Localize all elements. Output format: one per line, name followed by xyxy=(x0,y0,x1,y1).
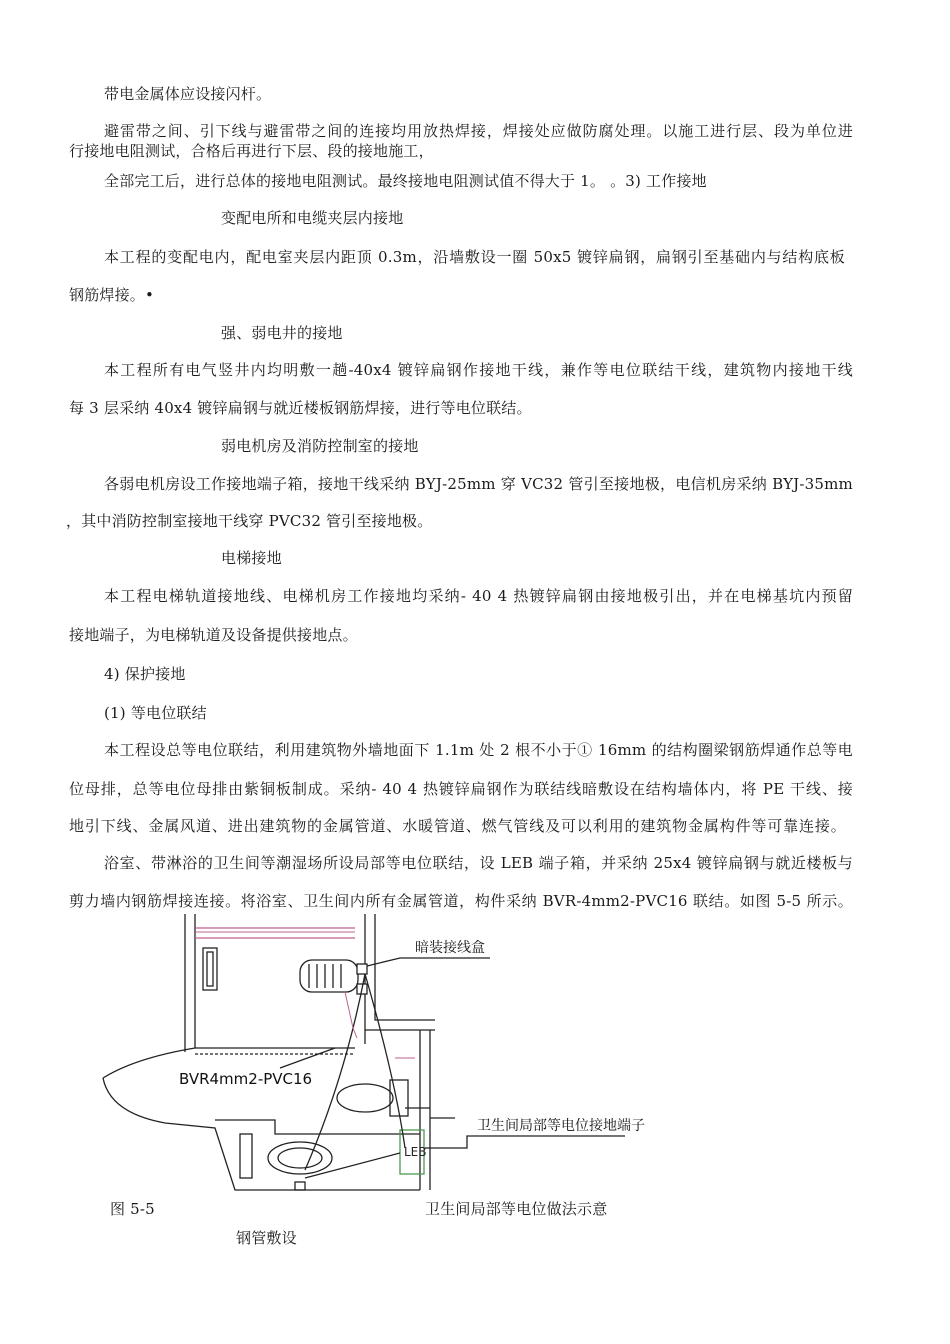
section-heading: 弱电机房及消防控制室的接地 xyxy=(221,437,419,455)
text-line: (1) 等电位联结 xyxy=(104,704,207,722)
label-terminal: 卫生间局部等电位接地端子 xyxy=(477,1118,645,1134)
text-line: 本工程电梯轨道接地线、电梯机房工作接地均采纳- 40 4 热镀锌扁钢由接地极引出，并在电梯基坑内预留 xyxy=(104,587,853,605)
text-line: 避雷带之间、引下线与避雷带之间的连接均用放热焊接，焊接处应做防腐处理。以施工进行层、段为单位进 xyxy=(104,122,853,140)
text-line: ，其中消防控制室接地干线穿 PVC32 管引至接地极。 xyxy=(66,512,433,530)
text-line: 钢筋焊接。• xyxy=(69,286,155,304)
text-line: 浴室、带淋浴的卫生间等潮湿场所设局部等电位联结，设 LEB 端子箱，并采纳 25x4 镀锌扁钢与就近楼板与 xyxy=(104,854,853,872)
text-line: 剪力墙内钢筋焊接连接。将浴室、卫生间内所有金属管道，构件采纳 BVR-4mm2-PVC16 联结。如图 5-5 所示。 xyxy=(69,892,853,910)
section-heading: 强、弱电井的接地 xyxy=(221,324,343,342)
figure-caption: 卫生间局部等电位做法示意 xyxy=(425,1200,608,1218)
text-line: 本工程的变配电内，配电室夹层内距顶 0.3m，沿墙敷设一圈 50x5 镀锌扁钢，扁钢引至基础内与结构底板 xyxy=(104,248,845,266)
label-junction-box: 暗装接线盒 xyxy=(415,940,485,956)
text-line: 全部完工后，进行总体的接地电阻测试。最终接地电阻测试值不得大于 1。 。3) 工作接地 xyxy=(104,172,707,190)
text-line: 本工程设总等电位联结，利用建筑物外墙地面下 1.1m 处 2 根不小于① 16mm 的结构圈梁钢筋焊通作总等电 xyxy=(104,741,853,759)
section-heading: 电梯接地 xyxy=(221,549,282,567)
bathroom-bonding-diagram xyxy=(95,908,655,1198)
text-line: 每 3 层采纳 40x4 镀锌扁钢与就近楼板钢筋焊接，进行等电位联结。 xyxy=(69,399,532,417)
text-line: 位母排，总等电位母排由紫铜板制成。采纳- 40 4 热镀锌扁钢作为联结线暗敷设在结构墙体内，将 PE 干线、接 xyxy=(69,780,853,798)
text-line: 地引下线、金属风道、进出建筑物的金属管道、水暖管道、燃气管线及可以利用的建筑物金属构件等可靠连接。 xyxy=(69,817,846,835)
label-leb: LEB xyxy=(404,1145,427,1159)
text-line: 4) 保护接地 xyxy=(104,665,186,683)
text-line: 各弱电机房设工作接地端子箱，接地干线采纳 BYJ-25mm 穿 VC32 管引至接地极，电信机房采纳 BYJ-35mm xyxy=(104,475,853,493)
text-line: 本工程所有电气竖井内均明敷一趟-40x4 镀锌扁钢作接地干线，兼作等电位联结干线，建筑物内接地干线 xyxy=(104,361,853,379)
label-wire: BVR4mm2-PVC16 xyxy=(179,1070,313,1088)
text-line: 带电金属体应设接闪杆。 xyxy=(104,85,272,103)
section-heading: 钢管敷设 xyxy=(236,1229,297,1247)
text-line: 行接地电阻测试，合格后再进行下层、段的接地施工， xyxy=(69,142,434,160)
figure-number: 图 5-5 xyxy=(110,1200,155,1218)
section-heading: 变配电所和电缆夹层内接地 xyxy=(221,209,404,227)
text-line: 接地端子，为电梯轨道及设备提供接地点。 xyxy=(69,626,358,644)
